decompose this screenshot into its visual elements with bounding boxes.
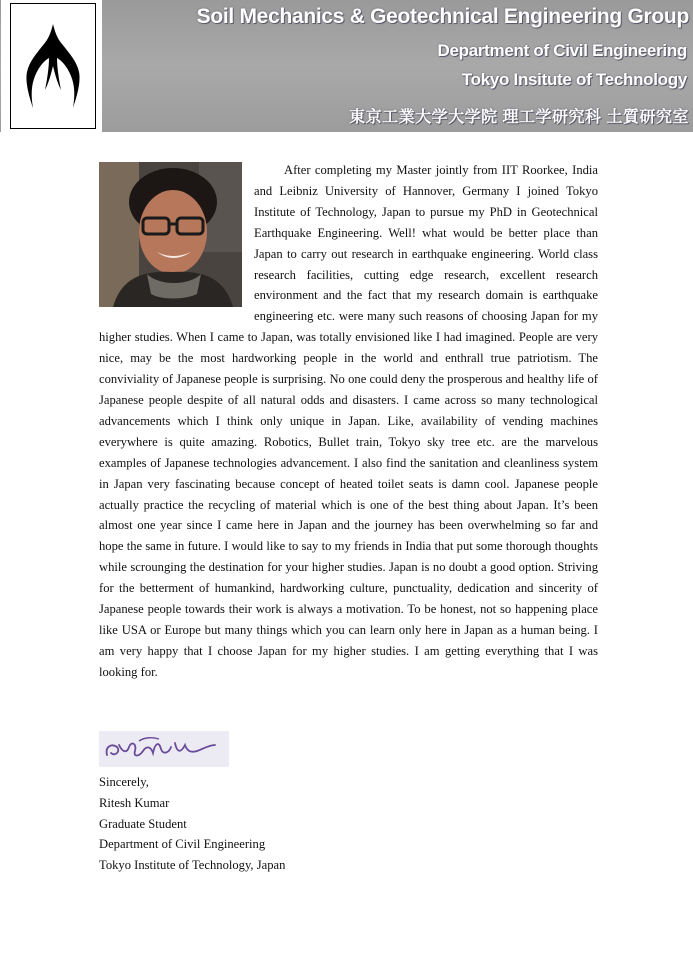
swallow-emblem-icon [10,3,96,129]
salutation: Sincerely, [99,775,149,789]
logo-box [1,0,102,132]
header-banner [0,0,693,132]
japanese-title: 東京工業大学大学院 理工学研究科 土質研究室 [349,109,689,126]
sender-role: Graduate Student [99,816,187,831]
sender-name: Ritesh Kumar [99,795,170,810]
sender-institute: Tokyo Institute of Technology, Japan [99,858,286,873]
letter-content [99,160,598,683]
sender-department: Department of Civil Engineering [99,837,266,852]
group-title: Soil Mechanics & Geotechnical Engineering Group [196,5,689,28]
closing-block [99,772,285,876]
handwritten-signature [99,731,229,767]
institute-title: Tokyo Insitute of Technology [461,70,687,89]
department-title: Department of Civil Engineering [437,41,687,60]
portrait-photo [99,162,242,307]
letter-text: After completing my Master jointly from IIT Roorkee, India and Leibniz University of Hannover, Germany I joined Tokyo Institute of Technology, Japan to pursue my PhD in Geotechnical Earthquake Engineering. Well! what would be better place than Japan to carry out research in earthquake engineering. World class research facilities, cutting edge research, excellent research environment and the fact that my research domain is earthquake engineering etc. were many such reasons of choosing Japan for my higher studies. When I came to Japan, was totally envisioned like I had imagined. People are very nice, may be the most hardworking people in the world and enthrall true patriotism. The conviviality of Japanese people is surprising. No one could deny the prosperous and healthy life of Japanese people despite of all natural odds and disasters. I came across so many technological advancements which I think only unique in Japan. Like, availability of vending machines everywhere is quite amazing. Robotics, Bullet train, Tokyo sky tree etc. are the marvelous examples of Japanese technologies advancement. I also find the sanitation and cleanliness system in Japan very fascinating because concept of heated toilet seats is damn cool. Japanese people actually practice the recycling of material which is one of the best thing about Japan. It’s been almost one year since I came here in Japan and the journey has been overwhelming so far and hope the same in future. I would like to say to my friends in India that put some thorough thoughts while scrounging the destination for your higher studies. Japan is no doubt a good option. Striving for the betterment of humankind, hardworking culture, punctuality, dedication and sincerity of Japanese people towards their work is always a motivation. To be honest, not so happening place like USA or Europe but many things which you can learn only here in Japan as a human being. I am very happy that I choose Japan for my higher studies. I am getting everything that I was looking for. [99,163,598,679]
